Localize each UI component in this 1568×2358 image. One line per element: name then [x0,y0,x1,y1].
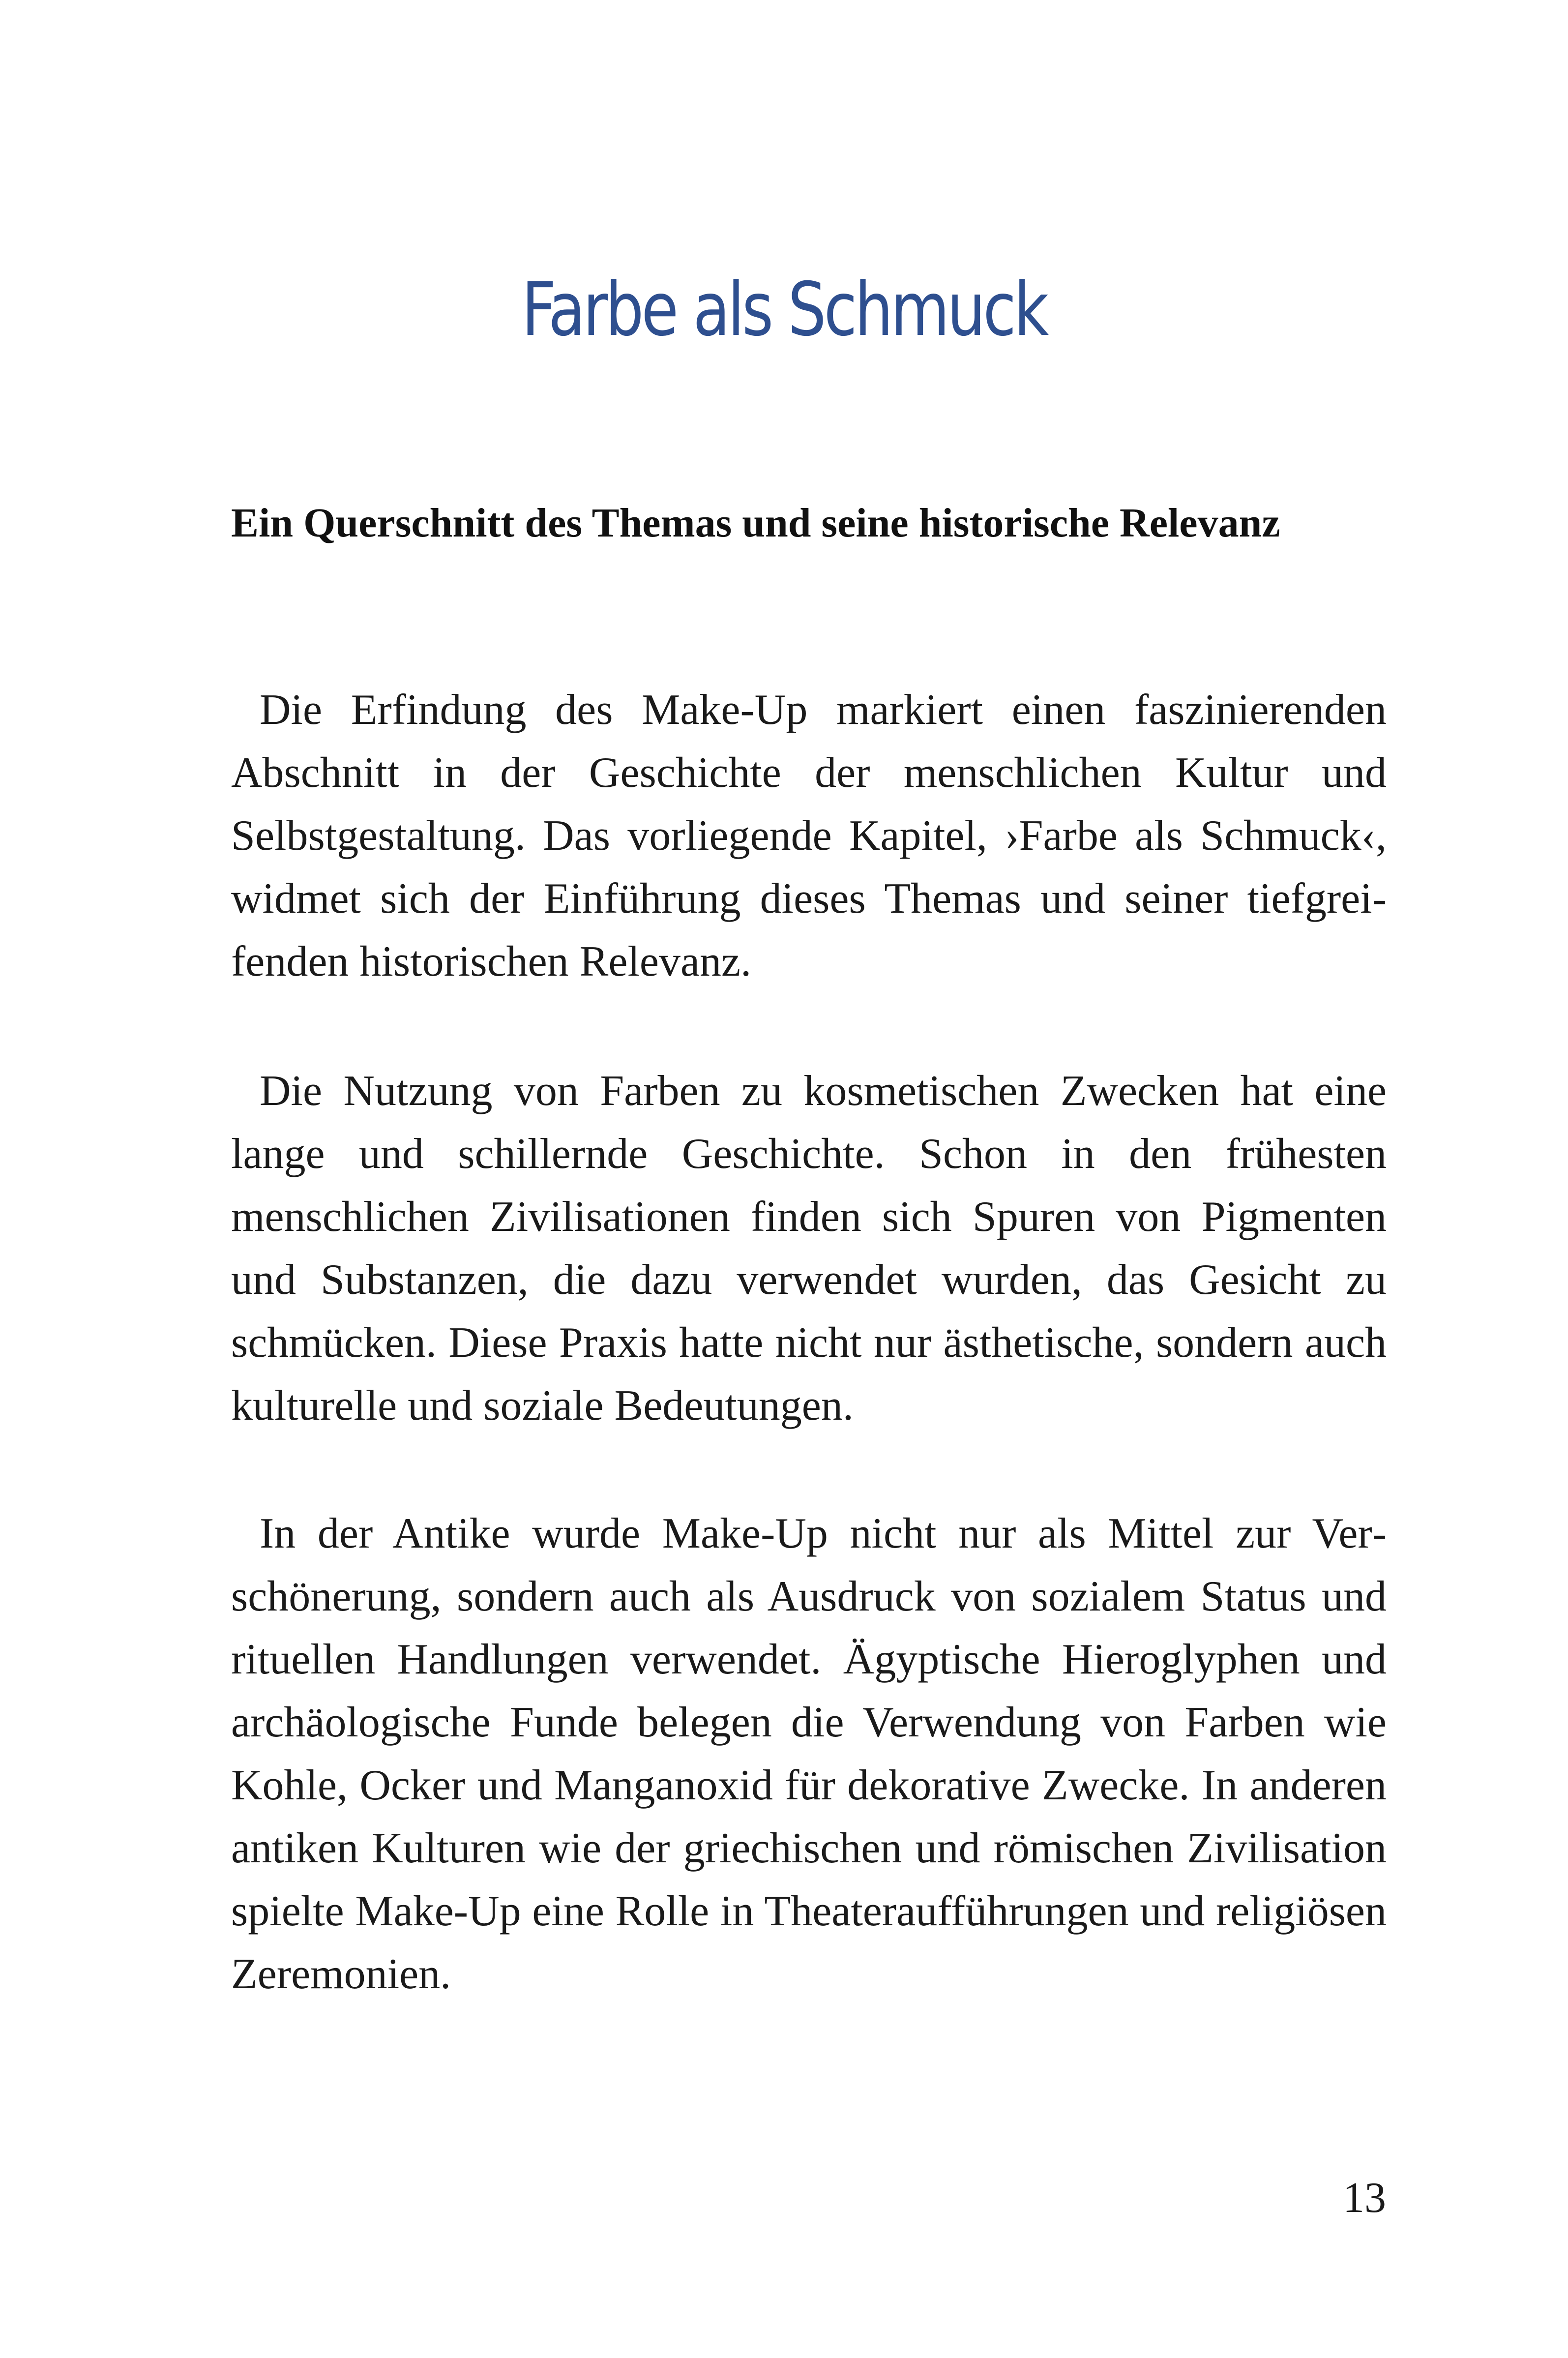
page-number: 13 [1343,2174,1386,2222]
paragraph-1: Die Erfindung des Make-Up markiert einen faszinierenden Abschnitt in der Geschichte der menschlichen Kultur und Selbstgestaltung. Das vorliegende Kapitel, ›Farbe als Schmuck‹, widmet sich der Einführung dieses Themas und seiner tiefgreifenden historischen Relevanz. [231,686,1387,985]
paragraph-2: Die Nutzung von Farben zu kosmetischen Zwecken hat eine lange und schillernde Geschichte. Schon in den frühesten menschlichen Zivilisationen finden sich Spuren von Pigmenten und Substanzen, die dazu verwendet wurden, das Gesicht zu schmücken. Diese Praxis hatte nicht nur ästhetische, sondern auch kulturelle und soziale Bedeutungen. [231,1067,1387,1430]
chapter-title: Farbe als Schmuck [521,267,1047,353]
chapter-subtitle: Ein Querschnitt des Themas und seine historische Relevanz [231,500,1280,546]
paragraph-3: In der Antike wurde Make-Up nicht nur als Mittel zur Verschönerung, sondern auch als Ausdruck von sozialem Status und rituellen Handlungen verwendet. Ägyptische Hieroglyphen und archäologische Funde belegen die Verwendung von Farben wie Kohle, Ocker und Manganoxid für dekorative Zwecke. In anderen antiken Kulturen wie der griechischen und römischen Zivilisation spielte Make-Up eine Rolle in Theateraufführungen und religiösen Zeremonien. [231,1510,1387,1998]
